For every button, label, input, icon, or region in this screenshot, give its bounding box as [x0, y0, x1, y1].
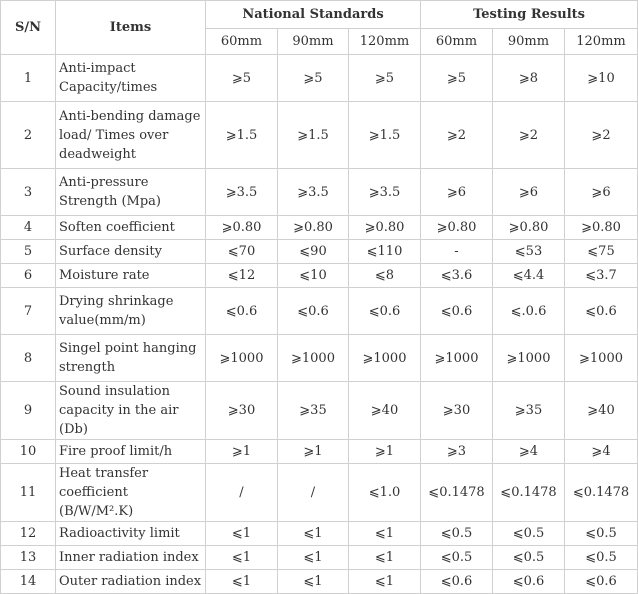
national-standard-value: ⩽1 — [206, 546, 278, 570]
row-sn: 14 — [1, 570, 56, 594]
national-standard-value: ⩾1.5 — [349, 102, 421, 169]
testing-result-value: ⩾30 — [421, 382, 493, 440]
table-row — [1, 55, 638, 102]
testing-result-value: ⩽0.1478 — [565, 464, 638, 522]
testing-result-value: ⩾0.80 — [565, 216, 638, 240]
row-item-name: Drying shrinkage value(mm/m) — [56, 288, 206, 335]
header-items: Items — [56, 1, 206, 55]
row-sn: 5 — [1, 240, 56, 264]
table-row — [1, 335, 638, 382]
row-sn: 13 — [1, 546, 56, 570]
testing-result-value: - — [421, 240, 493, 264]
header-ns-90mm: 90mm — [278, 29, 349, 55]
row-sn: 1 — [1, 55, 56, 102]
national-standard-value: ⩾3.5 — [206, 169, 278, 216]
national-standard-value: ⩽1 — [278, 570, 349, 594]
testing-result-value: ⩾40 — [565, 382, 638, 440]
testing-result-value: ⩽0.6 — [421, 570, 493, 594]
row-item-name: Inner radiation index — [56, 546, 206, 570]
national-standard-value: ⩾30 — [206, 382, 278, 440]
testing-result-value: ⩽0.5 — [493, 522, 565, 546]
table-row — [1, 464, 638, 522]
table-body — [1, 55, 638, 594]
testing-result-value: ⩾1000 — [421, 335, 493, 382]
national-standard-value: ⩽1 — [349, 522, 421, 546]
testing-result-value: ⩾2 — [565, 102, 638, 169]
header-sn: S/N — [1, 1, 56, 55]
national-standard-value: ⩽70 — [206, 240, 278, 264]
national-standard-value: ⩽90 — [278, 240, 349, 264]
testing-result-value: ⩾6 — [421, 169, 493, 216]
row-sn: 3 — [1, 169, 56, 216]
national-standard-value: ⩽1 — [278, 546, 349, 570]
header-row-groups — [1, 1, 638, 29]
national-standard-value: ⩾40 — [349, 382, 421, 440]
row-item-name: Anti-bending damage load/ Times over deadweight — [56, 102, 206, 169]
national-standard-value: ⩾3.5 — [349, 169, 421, 216]
testing-result-value: ⩾1000 — [493, 335, 565, 382]
national-standard-value: / — [206, 464, 278, 522]
table-row — [1, 102, 638, 169]
testing-result-value: ⩾5 — [421, 55, 493, 102]
table-row — [1, 522, 638, 546]
table-row — [1, 382, 638, 440]
testing-result-value: ⩽0.1478 — [421, 464, 493, 522]
testing-result-value: ⩾10 — [565, 55, 638, 102]
row-sn: 4 — [1, 216, 56, 240]
testing-result-value: ⩽3.7 — [565, 264, 638, 288]
national-standard-value: ⩾1 — [206, 440, 278, 464]
row-item-name: Sound insulation capacity in the air (Db) — [56, 382, 206, 440]
testing-result-value: ⩾4 — [565, 440, 638, 464]
national-standard-value: ⩾5 — [206, 55, 278, 102]
testing-result-value: ⩾2 — [493, 102, 565, 169]
header-ns-120mm: 120mm — [349, 29, 421, 55]
row-item-name: Heat transfer coefficient (B/W/M².K) — [56, 464, 206, 522]
row-item-name: Soften coefficient — [56, 216, 206, 240]
testing-result-value: ⩽0.5 — [421, 546, 493, 570]
header-tr-90mm: 90mm — [493, 29, 565, 55]
national-standard-value: ⩾1000 — [349, 335, 421, 382]
row-item-name: Anti-impact Capacity/times — [56, 55, 206, 102]
testing-result-value: ⩾4 — [493, 440, 565, 464]
row-item-name: Radioactivity limit — [56, 522, 206, 546]
national-standard-value: ⩾1.5 — [278, 102, 349, 169]
testing-result-value: ⩾6 — [493, 169, 565, 216]
row-sn: 12 — [1, 522, 56, 546]
national-standard-value: ⩽1 — [206, 522, 278, 546]
table-row — [1, 169, 638, 216]
row-item-name: Moisture rate — [56, 264, 206, 288]
row-item-name: Fire proof limit/h — [56, 440, 206, 464]
national-standard-value: ⩽0.6 — [278, 288, 349, 335]
national-standard-value: ⩾1 — [278, 440, 349, 464]
testing-result-value: ⩽53 — [493, 240, 565, 264]
testing-result-value: ⩾1000 — [565, 335, 638, 382]
row-sn: 6 — [1, 264, 56, 288]
national-standard-value: ⩾0.80 — [206, 216, 278, 240]
row-sn: 10 — [1, 440, 56, 464]
testing-result-value: ⩽0.6 — [493, 570, 565, 594]
testing-result-value: ⩽75 — [565, 240, 638, 264]
national-standard-value: ⩽8 — [349, 264, 421, 288]
testing-result-value: ⩽0.5 — [421, 522, 493, 546]
testing-result-value: ⩽0.6 — [565, 288, 638, 335]
testing-result-value: ⩽0.6 — [565, 570, 638, 594]
table-row — [1, 264, 638, 288]
table-row — [1, 288, 638, 335]
national-standard-value: ⩽1 — [206, 570, 278, 594]
national-standard-value: ⩾3.5 — [278, 169, 349, 216]
national-standard-value: ⩾5 — [349, 55, 421, 102]
header-tr-60mm: 60mm — [421, 29, 493, 55]
testing-result-value: ⩽3.6 — [421, 264, 493, 288]
row-item-name: Singel point hanging strength — [56, 335, 206, 382]
table-row — [1, 546, 638, 570]
national-standard-value: ⩽1.0 — [349, 464, 421, 522]
table-row — [1, 440, 638, 464]
testing-result-value: ⩾8 — [493, 55, 565, 102]
testing-result-value: ⩽4.4 — [493, 264, 565, 288]
header-national-standards: National Standards — [206, 1, 421, 29]
header-testing-results: Testing Results — [421, 1, 638, 29]
row-sn: 2 — [1, 102, 56, 169]
national-standard-value: ⩽1 — [349, 546, 421, 570]
header-ns-60mm: 60mm — [206, 29, 278, 55]
table-row — [1, 216, 638, 240]
row-item-name: Outer radiation index — [56, 570, 206, 594]
national-standard-value: ⩾35 — [278, 382, 349, 440]
testing-result-value: ⩽0.5 — [565, 522, 638, 546]
header-tr-120mm: 120mm — [565, 29, 638, 55]
row-sn: 9 — [1, 382, 56, 440]
testing-result-value: ⩾3 — [421, 440, 493, 464]
row-item-name: Anti-pressure Strength (Mpa) — [56, 169, 206, 216]
national-standard-value: ⩾1 — [349, 440, 421, 464]
testing-result-value: ⩾2 — [421, 102, 493, 169]
table-row — [1, 570, 638, 594]
national-standard-value: ⩾0.80 — [278, 216, 349, 240]
testing-result-value: ⩾0.80 — [493, 216, 565, 240]
national-standard-value: ⩾5 — [278, 55, 349, 102]
testing-result-value: ⩽0.6 — [421, 288, 493, 335]
national-standard-value: ⩾1.5 — [206, 102, 278, 169]
national-standard-value: ⩽110 — [349, 240, 421, 264]
row-sn: 7 — [1, 288, 56, 335]
row-sn: 8 — [1, 335, 56, 382]
testing-result-value: ⩽0.5 — [493, 546, 565, 570]
testing-result-value: ⩽.0.6 — [493, 288, 565, 335]
table-row — [1, 240, 638, 264]
row-sn: 11 — [1, 464, 56, 522]
testing-result-value: ⩾35 — [493, 382, 565, 440]
table-header — [1, 1, 638, 55]
national-standard-value: ⩾0.80 — [349, 216, 421, 240]
national-standard-value: ⩽0.6 — [206, 288, 278, 335]
national-standard-value: ⩽12 — [206, 264, 278, 288]
national-standard-value: ⩾1000 — [278, 335, 349, 382]
national-standard-value: ⩾1000 — [206, 335, 278, 382]
testing-result-value: ⩾0.80 — [421, 216, 493, 240]
national-standard-value: ⩽1 — [349, 570, 421, 594]
national-standard-value: ⩽1 — [278, 522, 349, 546]
national-standard-value: ⩽10 — [278, 264, 349, 288]
row-item-name: Surface density — [56, 240, 206, 264]
testing-result-value: ⩽0.1478 — [493, 464, 565, 522]
national-standard-value: ⩽0.6 — [349, 288, 421, 335]
testing-result-value: ⩽0.5 — [565, 546, 638, 570]
testing-result-value: ⩾6 — [565, 169, 638, 216]
national-standard-value: / — [278, 464, 349, 522]
